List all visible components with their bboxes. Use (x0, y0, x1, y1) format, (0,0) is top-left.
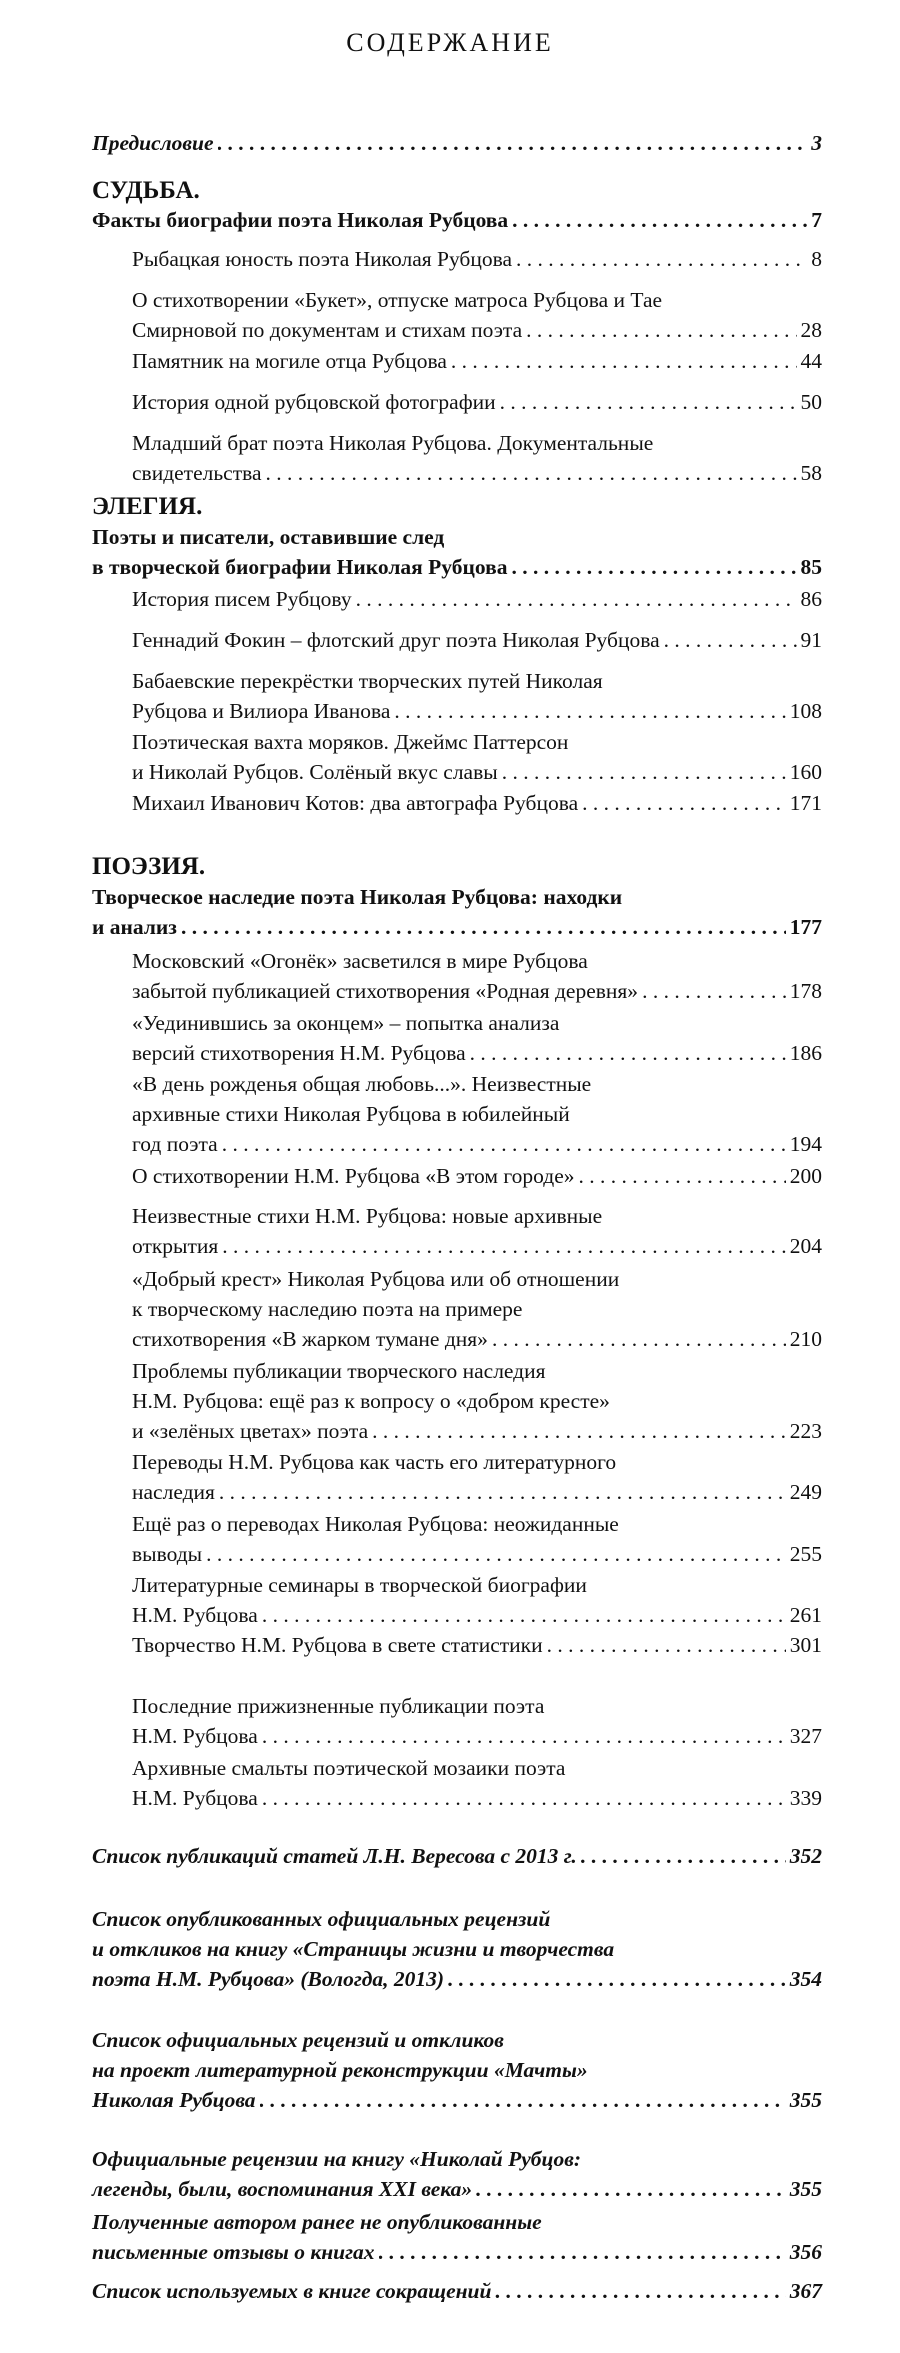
dot-leader (470, 1038, 786, 1068)
toc-entry-title-line: Ещё раз о переводах Николая Рубцова: неожиданные (132, 1512, 619, 1536)
toc-entry-title-line: Литературные семинары в творческой биографии (132, 1573, 587, 1597)
dot-leader (516, 244, 807, 274)
page-number: 301 (789, 1633, 822, 1657)
toc-entry-title-line: и анализ (92, 915, 177, 939)
toc-entry-title-line: Список официальных рецензий и откликов (92, 2028, 504, 2052)
dot-leader (262, 1783, 786, 1813)
toc-entry[interactable] (92, 128, 822, 158)
dot-leader (582, 788, 786, 818)
page-number: 160 (789, 760, 822, 784)
dot-leader (266, 458, 797, 488)
page-number: 352 (789, 1844, 822, 1868)
toc-entry-title-line: Н.М. Рубцова (132, 1724, 258, 1748)
toc-entry-title-line: История одной рубцовской фотографии (132, 390, 496, 414)
section-heading: ЭЛЕГИЯ. (92, 493, 203, 520)
dot-leader (581, 1841, 786, 1871)
page-number: 355 (789, 2177, 822, 2201)
toc-entry-title-line: версий стихотворения Н.М. Рубцова (132, 1041, 466, 1065)
dot-leader (547, 1630, 786, 1660)
toc-entry[interactable] (132, 666, 822, 726)
toc-entry-title-line: Список опубликованных официальных рецензий (92, 1907, 551, 1931)
toc-entry-title-line: Н.М. Рубцова: ещё раз к вопросу о «добром кресте» (132, 1389, 610, 1413)
toc-entry[interactable] (92, 522, 822, 582)
dot-leader (394, 696, 785, 726)
dot-leader (222, 1129, 786, 1159)
toc-entry[interactable] (92, 1904, 822, 1994)
section-heading: СУДЬБА. (92, 177, 200, 204)
toc-entry[interactable] (132, 1008, 822, 1068)
toc-entry-title-line: Н.М. Рубцова (132, 1786, 258, 1810)
page-number: 178 (789, 979, 822, 1003)
toc-entry-title-line: письменные отзывы о книгах (92, 2240, 375, 2264)
page-number: 223 (789, 1419, 822, 1443)
toc-entry[interactable] (132, 1753, 822, 1813)
page-number: 3 (811, 131, 822, 155)
toc-entry-title-line: Проблемы публикации творческого наследия (132, 1359, 546, 1383)
toc-entry-title-line: Бабаевские перекрёстки творческих путей Николая (132, 669, 603, 693)
page-number: 354 (789, 1967, 822, 1991)
toc-entry[interactable] (132, 727, 822, 787)
toc-entry[interactable] (92, 882, 822, 942)
toc-entry[interactable] (132, 1201, 822, 1261)
toc-entry[interactable] (132, 387, 822, 417)
dot-leader (206, 1539, 786, 1569)
page-title: СОДЕРЖАНИЕ (346, 28, 554, 57)
toc-entry-title-line: свидетельства (132, 461, 262, 485)
toc-entry[interactable] (132, 946, 822, 1006)
dot-leader (219, 1477, 786, 1507)
toc-entry-title-line: год поэта (132, 1132, 218, 1156)
toc-entry[interactable] (132, 346, 822, 376)
dot-leader (511, 552, 796, 582)
toc-entry-title-line: Список публикаций статей Л.Н. Вересова с 2013 г. (92, 1844, 577, 1868)
toc-entry-title-line: История писем Рубцову (132, 587, 352, 611)
toc-entry[interactable] (92, 2207, 822, 2267)
toc-entry[interactable] (132, 1509, 822, 1569)
toc-entry[interactable] (132, 1691, 822, 1751)
toc-entry-title-line: в творческой биографии Николая Рубцова (92, 555, 508, 579)
dot-leader (262, 1721, 786, 1751)
toc-entry[interactable] (132, 1630, 822, 1660)
toc-entry-title-line: «Уединившись за оконцем» – попытка анализа (132, 1011, 560, 1035)
toc-entry-title-line: забытой публикацией стихотворения «Родная деревня» (132, 979, 639, 1003)
toc-entry[interactable] (132, 584, 822, 614)
toc-entry-title-line: Творчество Н.М. Рубцова в свете статистики (132, 1633, 543, 1657)
toc-entry-title-line: к творческому наследию поэта на примере (132, 1297, 523, 1321)
toc-entry-title-line: Официальные рецензии на книгу «Николай Рубцов: (92, 2147, 581, 2171)
toc-entry-title-line: Архивные смальты поэтической мозаики поэта (132, 1756, 566, 1780)
toc-entry[interactable] (92, 2144, 822, 2204)
page-number: 86 (800, 587, 822, 611)
page-number: 210 (789, 1327, 822, 1351)
toc-entry-title-line: Предисловие (92, 131, 214, 155)
toc-entry-title-line: поэта Н.М. Рубцова» (Вологда, 2013) (92, 1967, 445, 1991)
toc-entry-title-line: Рыбацкая юность поэта Николая Рубцова (132, 247, 513, 271)
dot-leader (372, 1416, 786, 1446)
dot-leader (451, 346, 797, 376)
toc-entry-title-line: О стихотворении «Букет», отпуске матроса Рубцова и Тае (132, 288, 663, 312)
toc-entry[interactable] (132, 1447, 822, 1507)
toc-entry-title-line: и Николай Рубцов. Солёный вкус славы (132, 760, 498, 784)
dot-leader (492, 1324, 786, 1354)
dot-leader (218, 128, 808, 158)
toc-entry[interactable] (132, 285, 822, 345)
dot-leader (502, 757, 786, 787)
toc-entry-title-line: «В день рожденья общая любовь...». Неизвестные (132, 1072, 592, 1096)
toc-entry-title-line: архивные стихи Николая Рубцова в юбилейный (132, 1102, 570, 1126)
toc-entry-title-line: Младший брат поэта Николая Рубцова. Документальные (132, 431, 654, 455)
dot-leader (579, 1161, 786, 1191)
toc-entry-title-line: Полученные автором ранее не опубликованные (92, 2210, 542, 2234)
dot-leader (500, 387, 797, 417)
page-number: 261 (789, 1603, 822, 1627)
toc-entry-title-line: стихотворения «В жарком тумане дня» (132, 1327, 488, 1351)
page-number: 8 (811, 247, 822, 271)
page-number: 85 (800, 555, 822, 579)
toc-entry-title-line: наследия (132, 1480, 215, 1504)
toc-entry[interactable] (132, 244, 822, 274)
dot-leader (664, 625, 797, 655)
toc-entry-title-line: Геннадий Фокин – флотский друг поэта Николая Рубцова (132, 628, 660, 652)
page-number: 367 (789, 2279, 822, 2303)
toc-entry-title-line: О стихотворении Н.М. Рубцова «В этом городе» (132, 1164, 575, 1188)
dot-leader (495, 2276, 785, 2306)
page-number: 91 (800, 628, 822, 652)
toc-entry-title-line: Смирновой по документам и стихам поэта (132, 318, 523, 342)
page-number: 50 (800, 390, 822, 414)
page-number: 356 (789, 2240, 822, 2264)
toc-entry-title-line: Неизвестные стихи Н.М. Рубцова: новые архивные (132, 1204, 603, 1228)
dot-leader (476, 2174, 786, 2204)
page-number: 327 (789, 1724, 822, 1748)
toc-entry-title-line: Творческое наследие поэта Николая Рубцова: находки (92, 885, 623, 909)
page-number: 339 (789, 1786, 822, 1810)
toc-entry-title-line: Последние прижизненные публикации поэта (132, 1694, 545, 1718)
dot-leader (512, 205, 807, 235)
dot-leader (262, 1600, 786, 1630)
toc-entry-title-line: Николая Рубцова (92, 2088, 256, 2112)
page-number: 255 (789, 1542, 822, 1566)
toc-entry-title-line: открытия (132, 1234, 219, 1258)
toc-entry-title-line: Михаил Иванович Котов: два автографа Рубцова (132, 791, 579, 815)
toc-entry-title-line: и откликов на книгу «Страницы жизни и творчества (92, 1937, 615, 1961)
toc-entry[interactable] (132, 1356, 822, 1446)
toc-entry-title-line: Поэты и писатели, оставившие след (92, 525, 445, 549)
toc-entry-title-line: Памятник на могиле отца Рубцова (132, 349, 447, 373)
toc-entry[interactable] (132, 428, 822, 488)
toc-entry-title-line: Переводы Н.М. Рубцова как часть его литературного (132, 1450, 617, 1474)
page-number: 44 (800, 349, 822, 373)
dot-leader (642, 976, 786, 1006)
page-number: 194 (789, 1132, 822, 1156)
toc-entry[interactable] (92, 205, 822, 235)
page-number: 186 (789, 1041, 822, 1065)
page-number: 171 (789, 791, 822, 815)
toc-entry-title-line: выводы (132, 1542, 203, 1566)
page-number: 108 (789, 699, 822, 723)
toc-entry-title-line: Н.М. Рубцова (132, 1603, 258, 1627)
toc-entry-title-line: Рубцова и Вилиора Иванова (132, 699, 391, 723)
page-number: 28 (800, 318, 822, 342)
toc-entry-title-line: Факты биографии поэта Николая Рубцова (92, 208, 509, 232)
dot-leader (181, 912, 786, 942)
toc-entry[interactable] (92, 2025, 822, 2115)
toc-entry[interactable] (92, 1841, 822, 1871)
toc-entry-title-line: Поэтическая вахта моряков. Джеймс Паттерсон (132, 730, 569, 754)
dot-leader (356, 584, 797, 614)
toc-entry[interactable] (132, 788, 822, 818)
dot-leader (379, 2237, 786, 2267)
page-number: 200 (789, 1164, 822, 1188)
toc-entry[interactable] (132, 1069, 822, 1159)
section-heading: ПОЭЗИЯ. (92, 853, 206, 880)
toc-entry-title-line: легенды, были, воспоминания XXI века» (92, 2177, 473, 2201)
page-number: 204 (789, 1234, 822, 1258)
dot-leader (260, 2085, 786, 2115)
toc-entry-title-line: Список используемых в книге сокращений (92, 2279, 492, 2303)
toc-entry[interactable] (132, 1264, 822, 1354)
page-number: 7 (811, 208, 822, 232)
dot-leader (448, 1964, 786, 1994)
toc-entry-title-line: и «зелёных цветах» поэта (132, 1419, 369, 1443)
dot-leader (222, 1231, 785, 1261)
toc-entry-title-line: Московский «Огонёк» засветился в мире Рубцова (132, 949, 588, 973)
dot-leader (526, 315, 796, 345)
toc-entry-title-line: «Добрый крест» Николая Рубцова или об отношении (132, 1267, 620, 1291)
page-number: 58 (800, 461, 822, 485)
page-number: 249 (789, 1480, 822, 1504)
page-number: 177 (789, 915, 822, 939)
toc-entry-title-line: на проект литературной реконструкции «Мачты» (92, 2058, 588, 2082)
toc-entry[interactable] (132, 1161, 822, 1191)
toc-entry[interactable] (132, 1570, 822, 1630)
page-number: 355 (789, 2088, 822, 2112)
toc-entry[interactable] (132, 625, 822, 655)
toc-entry[interactable] (92, 2276, 822, 2306)
